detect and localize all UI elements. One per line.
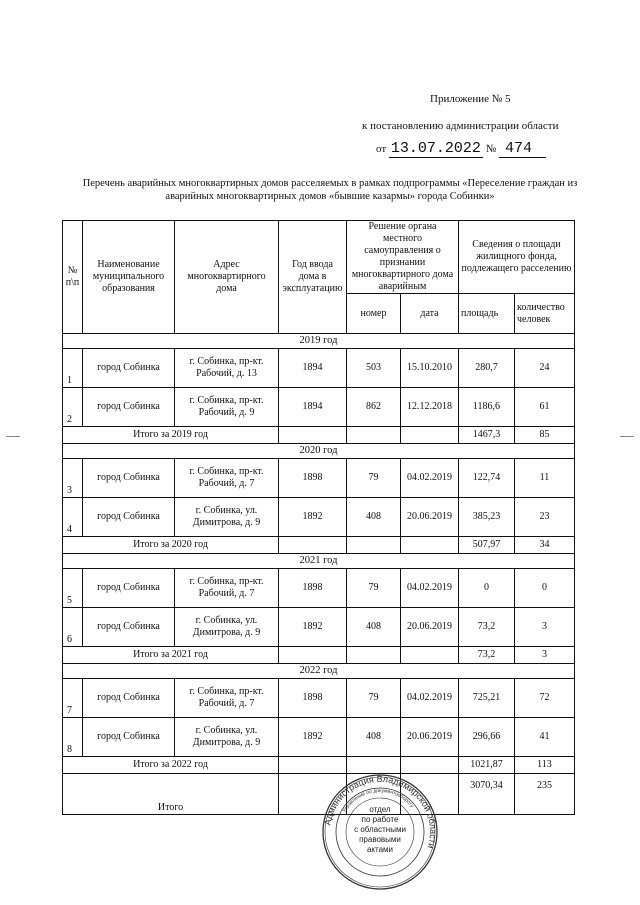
total-people: 3 — [515, 647, 575, 664]
seal-ring-text: Администрация Владимирской области — [322, 773, 439, 850]
table-row — [63, 569, 575, 608]
people-cell: 23 — [515, 498, 575, 537]
row-number: 4 — [63, 498, 83, 537]
total-label: Итого за 2019 год — [63, 427, 279, 444]
fold-mark-right — [620, 436, 634, 437]
decision-number-cell: 79 — [347, 459, 401, 498]
table-row — [63, 608, 575, 647]
year-header: 2020 год — [63, 444, 575, 459]
table-row — [63, 679, 575, 718]
area-cell: 725,21 — [459, 679, 515, 718]
municipality-cell: город Собинка — [83, 679, 175, 718]
grand-total-label: Итого — [63, 774, 279, 815]
row-number: 7 — [63, 679, 83, 718]
decision-number-cell: 408 — [347, 718, 401, 757]
address-cell: г. Собинка, пр-кт. Рабочий, д. 7 — [175, 679, 279, 718]
decision-date-cell: 15.10.2010 — [401, 349, 459, 388]
decision-date-cell: 20.06.2019 — [401, 498, 459, 537]
total-row — [63, 537, 575, 554]
municipality-cell: город Собинка — [83, 498, 175, 537]
seal-stamp — [320, 772, 440, 892]
decision-date-cell: 04.02.2019 — [401, 679, 459, 718]
decision-date-cell: 20.06.2019 — [401, 718, 459, 757]
area-cell: 280,7 — [459, 349, 515, 388]
fold-mark-left — [6, 436, 20, 437]
table-row — [63, 349, 575, 388]
address-cell: г. Собинка, ул. Димитрова, д. 9 — [175, 498, 279, 537]
municipality-cell: город Собинка — [83, 459, 175, 498]
people-cell: 0 — [515, 569, 575, 608]
grand-total-people: 235 — [515, 774, 575, 815]
year-header: 2021 год — [63, 554, 575, 569]
grand-total-area: 3070,34 — [459, 774, 515, 815]
year-cell: 1892 — [279, 718, 347, 757]
people-cell: 3 — [515, 608, 575, 647]
address-cell: г. Собинка, пр-кт. Рабочий, д. 9 — [175, 388, 279, 427]
people-cell: 11 — [515, 459, 575, 498]
seal-center-line: отдел — [369, 805, 391, 814]
number-prefix: № — [485, 143, 497, 155]
address-cell: г. Собинка, пр-кт. Рабочий, д. 7 — [175, 459, 279, 498]
header-year: Год ввода дома в эксплуатацию — [279, 221, 347, 334]
table-row — [63, 498, 575, 537]
municipality-cell: город Собинка — [83, 349, 175, 388]
area-cell: 385,23 — [459, 498, 515, 537]
year-cell: 1898 — [279, 679, 347, 718]
area-cell: 0 — [459, 569, 515, 608]
header-address: Адрес многоквартирного дома — [175, 221, 279, 334]
area-cell: 1186,6 — [459, 388, 515, 427]
total-empty-number — [347, 537, 401, 554]
seal-inner-ring-text: Управление по документообороту — [341, 787, 415, 814]
year-cell: 1894 — [279, 388, 347, 427]
year-cell: 1892 — [279, 498, 347, 537]
header-decision-number: номер — [347, 294, 401, 334]
municipality-cell: город Собинка — [83, 718, 175, 757]
row-number: 8 — [63, 718, 83, 757]
table-row — [63, 388, 575, 427]
row-number: 3 — [63, 459, 83, 498]
area-cell: 122,74 — [459, 459, 515, 498]
header-municipality: Наименование муниципального образования — [83, 221, 175, 334]
decision-date-cell: 04.02.2019 — [401, 459, 459, 498]
area-cell: 73,2 — [459, 608, 515, 647]
total-empty-date — [401, 757, 459, 774]
year-cell: 1898 — [279, 459, 347, 498]
year-header: 2022 год — [63, 664, 575, 679]
total-area: 507,97 — [459, 537, 515, 554]
year-header: 2019 год — [63, 334, 575, 349]
total-row — [63, 647, 575, 664]
total-empty-number — [347, 427, 401, 444]
date-prefix: от — [376, 143, 387, 155]
total-people: 85 — [515, 427, 575, 444]
total-empty-date — [401, 537, 459, 554]
municipality-cell: город Собинка — [83, 608, 175, 647]
decision-number-cell: 408 — [347, 608, 401, 647]
document-title: Перечень аварийных многоквартирных домов расселяемых в рамках подпрограммы «Переселение граждан из аварийных многоквартирных домов «бывшие казармы» города Собинки» — [82, 178, 578, 202]
total-empty-year — [279, 757, 347, 774]
seal-center-line: с областными — [354, 825, 406, 834]
total-people: 113 — [515, 757, 575, 774]
table-row — [63, 459, 575, 498]
total-empty-year — [279, 537, 347, 554]
decision-number-cell: 408 — [347, 498, 401, 537]
header-decision-date: дата — [401, 294, 459, 334]
header-people: количество человек — [515, 294, 575, 334]
row-number: 5 — [63, 569, 83, 608]
total-area: 1021,87 — [459, 757, 515, 774]
document-number: 474 — [504, 140, 532, 157]
total-empty-date — [401, 427, 459, 444]
year-cell: 1898 — [279, 569, 347, 608]
seal-center-line: по работе — [361, 815, 399, 824]
people-cell: 41 — [515, 718, 575, 757]
total-label: Итого за 2020 год — [63, 537, 279, 554]
people-cell: 61 — [515, 388, 575, 427]
date-line — [376, 140, 546, 158]
municipality-cell: город Собинка — [83, 388, 175, 427]
decision-number-cell: 79 — [347, 569, 401, 608]
area-cell: 296,66 — [459, 718, 515, 757]
appendix-label: Приложение № 5 — [430, 93, 511, 105]
address-cell: г. Собинка, пр-кт. Рабочий, д. 13 — [175, 349, 279, 388]
year-cell: 1894 — [279, 349, 347, 388]
total-row — [63, 757, 575, 774]
seal-center-line: актами — [366, 845, 394, 854]
decision-date-cell: 20.06.2019 — [401, 608, 459, 647]
total-empty-number — [347, 647, 401, 664]
decision-number-cell: 79 — [347, 679, 401, 718]
grand-total-row — [63, 774, 575, 815]
total-empty-date — [401, 647, 459, 664]
total-area: 1467,3 — [459, 427, 515, 444]
total-empty-year — [279, 647, 347, 664]
people-cell: 72 — [515, 679, 575, 718]
row-number: 1 — [63, 349, 83, 388]
houses-table — [62, 220, 575, 815]
decision-date-cell: 04.02.2019 — [401, 569, 459, 608]
header-area-info: Сведения о площади жилищного фонда, подлежащего расселению — [459, 221, 575, 294]
municipality-cell: город Собинка — [83, 569, 175, 608]
table-row — [63, 718, 575, 757]
row-number: 2 — [63, 388, 83, 427]
seal-center-line: правовыми — [359, 835, 401, 844]
decision-number-cell: 862 — [347, 388, 401, 427]
total-area: 73,2 — [459, 647, 515, 664]
header-decision: Решение органа местного самоуправления о признании многоквартирного дома аварийным — [347, 221, 459, 294]
people-cell: 24 — [515, 349, 575, 388]
header-num: № п\п — [63, 221, 83, 334]
decision-number-cell: 503 — [347, 349, 401, 388]
total-people: 34 — [515, 537, 575, 554]
document-date: 13.07.2022 — [390, 140, 481, 157]
total-label: Итого за 2021 год — [63, 647, 279, 664]
header-area: площадь — [459, 294, 515, 334]
total-empty-year — [279, 427, 347, 444]
resolution-label: к постановлению администрации области — [362, 120, 559, 132]
total-empty-number — [347, 757, 401, 774]
address-cell: г. Собинка, ул. Димитрова, д. 9 — [175, 718, 279, 757]
address-cell: г. Собинка, ул. Димитрова, д. 9 — [175, 608, 279, 647]
decision-date-cell: 12.12.2018 — [401, 388, 459, 427]
row-number: 6 — [63, 608, 83, 647]
total-row — [63, 427, 575, 444]
address-cell: г. Собинка, пр-кт. Рабочий, д. 7 — [175, 569, 279, 608]
total-label: Итого за 2022 год — [63, 757, 279, 774]
year-cell: 1892 — [279, 608, 347, 647]
